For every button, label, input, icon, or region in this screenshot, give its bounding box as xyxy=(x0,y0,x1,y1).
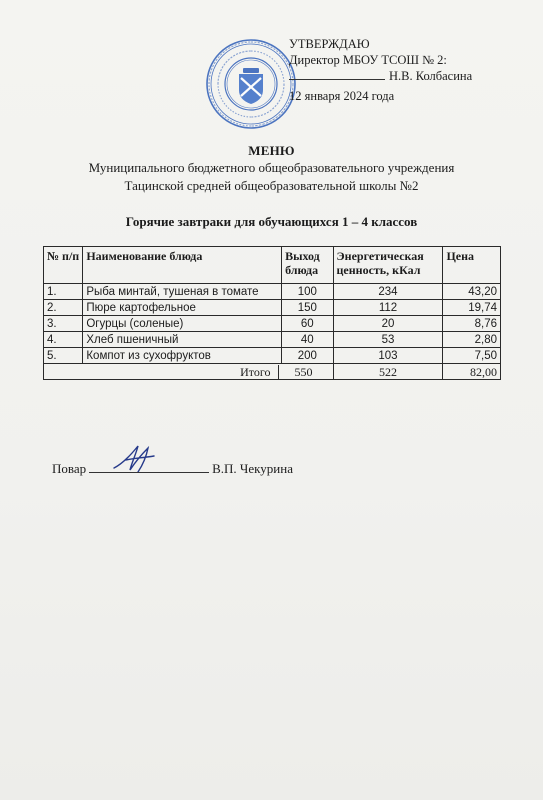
table-header-row xyxy=(44,247,501,284)
official-stamp xyxy=(205,38,297,130)
row-dish-name: Рыба минтай, тушеная в томате xyxy=(83,284,282,300)
row-price: 8,76 xyxy=(443,316,501,332)
table-row xyxy=(44,316,501,332)
header-energy: Энергетическая ценность, кКал xyxy=(333,247,443,284)
cook-name: В.П. Чекурина xyxy=(212,461,293,476)
menu-table xyxy=(43,246,501,380)
approval-heading: УТВЕРЖДАЮ xyxy=(289,37,370,51)
cook-signature-line xyxy=(52,460,293,477)
table-row xyxy=(44,348,501,364)
row-number: 4. xyxy=(44,332,83,348)
row-output: 100 xyxy=(282,284,333,300)
table-row xyxy=(44,284,501,300)
total-energy: 522 xyxy=(333,364,443,380)
row-dish-name: Компот из сухофруктов xyxy=(83,348,282,364)
total-output-cell xyxy=(44,364,334,380)
row-price: 7,50 xyxy=(443,348,501,364)
total-label: Итого xyxy=(240,364,271,379)
row-number: 1. xyxy=(44,284,83,300)
table-row xyxy=(44,300,501,316)
table-row xyxy=(44,332,501,348)
row-price: 2,80 xyxy=(443,332,501,348)
header-dish-name: Наименование блюда xyxy=(83,247,282,284)
total-output: 550 xyxy=(278,365,329,379)
approval-signature-line xyxy=(289,68,539,84)
organization-line-1: Муниципального бюджетного общеобразовательного учреждения xyxy=(88,160,455,175)
row-price: 19,74 xyxy=(443,300,501,316)
row-energy: 103 xyxy=(333,348,443,364)
row-dish-name: Пюре картофельное xyxy=(83,300,282,316)
approval-date: 12 января 2024 года xyxy=(289,89,395,103)
row-output: 150 xyxy=(282,300,333,316)
row-output: 40 xyxy=(282,332,333,348)
signature-blank xyxy=(289,68,385,80)
row-price: 43,20 xyxy=(443,284,501,300)
approval-position: Директор МБОУ ТСОШ № 2: xyxy=(289,53,447,67)
organization-line-2: Тацинской средней общеобразовательной школы №2 xyxy=(124,178,419,193)
approval-block xyxy=(289,36,539,104)
header-price: Цена xyxy=(443,247,501,284)
header-number: № п/п xyxy=(44,247,83,284)
row-energy: 20 xyxy=(333,316,443,332)
row-dish-name: Огурцы (соленые) xyxy=(83,316,282,332)
menu-subtitle: Горячие завтраки для обучающихся 1 – 4 классов xyxy=(125,214,418,229)
row-dish-name: Хлеб пшеничный xyxy=(83,332,282,348)
header-output: Выход блюда xyxy=(282,247,333,284)
cook-signature-blank xyxy=(89,460,209,473)
table-total-row xyxy=(44,364,501,380)
row-energy: 53 xyxy=(333,332,443,348)
menu-title: МЕНЮ xyxy=(248,143,295,158)
row-output: 60 xyxy=(282,316,333,332)
row-number: 5. xyxy=(44,348,83,364)
row-output: 200 xyxy=(282,348,333,364)
row-energy: 234 xyxy=(333,284,443,300)
row-number: 2. xyxy=(44,300,83,316)
cook-label: Повар xyxy=(52,461,87,476)
row-number: 3. xyxy=(44,316,83,332)
total-price: 82,00 xyxy=(443,364,501,380)
row-energy: 112 xyxy=(333,300,443,316)
director-name: Н.В. Колбасина xyxy=(389,69,473,83)
